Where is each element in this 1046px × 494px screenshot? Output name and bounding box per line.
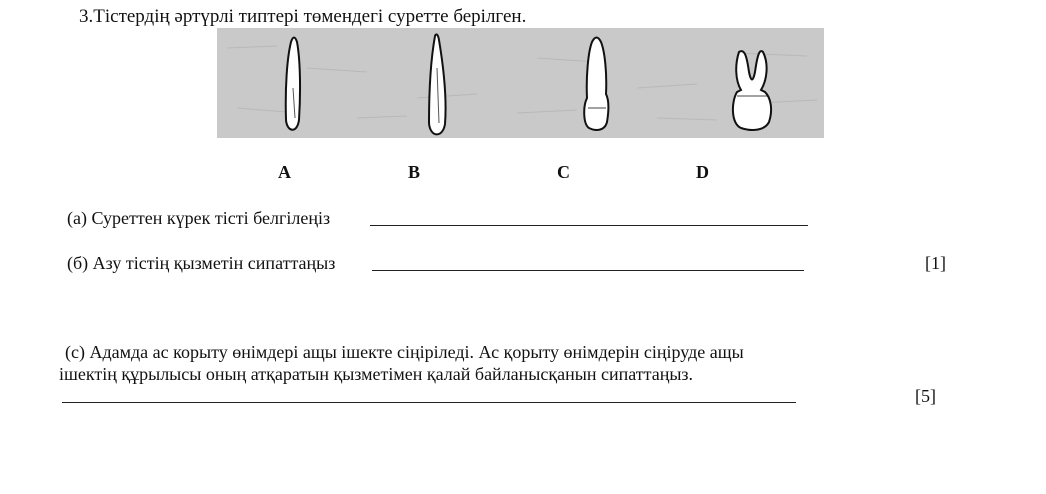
part-c-mark: [5] (915, 386, 936, 406)
canine-icon (429, 34, 446, 134)
question-title: 3.Тістердің әртүрлі типтері төмендегі суретте берілген. (79, 6, 527, 27)
teeth-drawing (217, 28, 824, 138)
part-b-answer-line[interactable] (372, 270, 804, 271)
part-a-answer-line[interactable] (370, 225, 808, 226)
part-c-text-line2: ішектің құрылысы оның атқаратын қызметімен қалай байланысқанын сипаттаңыз. (59, 364, 694, 384)
part-a-text: (а) Суреттен күрек тісті белгілеңіз (67, 208, 331, 228)
label-c: C (557, 162, 570, 182)
part-b-mark: [1] (925, 253, 946, 273)
part-b-text: (б) Азу тістің қызметін сипаттаңыз (67, 253, 336, 273)
part-c-text-line1: (с) Адамда ас корыту өнімдері ащы ішекте сіңіріледі. Ас қорыту өнімдерін сіңіруде ащы (65, 342, 744, 362)
incisor-icon (286, 38, 300, 130)
label-b: B (408, 162, 421, 182)
molar-icon (733, 51, 771, 130)
teeth-figure (217, 28, 824, 138)
part-c-answer-line[interactable] (62, 402, 796, 403)
label-a: A (278, 162, 291, 182)
premolar-icon (584, 38, 608, 131)
label-d: D (696, 162, 709, 182)
